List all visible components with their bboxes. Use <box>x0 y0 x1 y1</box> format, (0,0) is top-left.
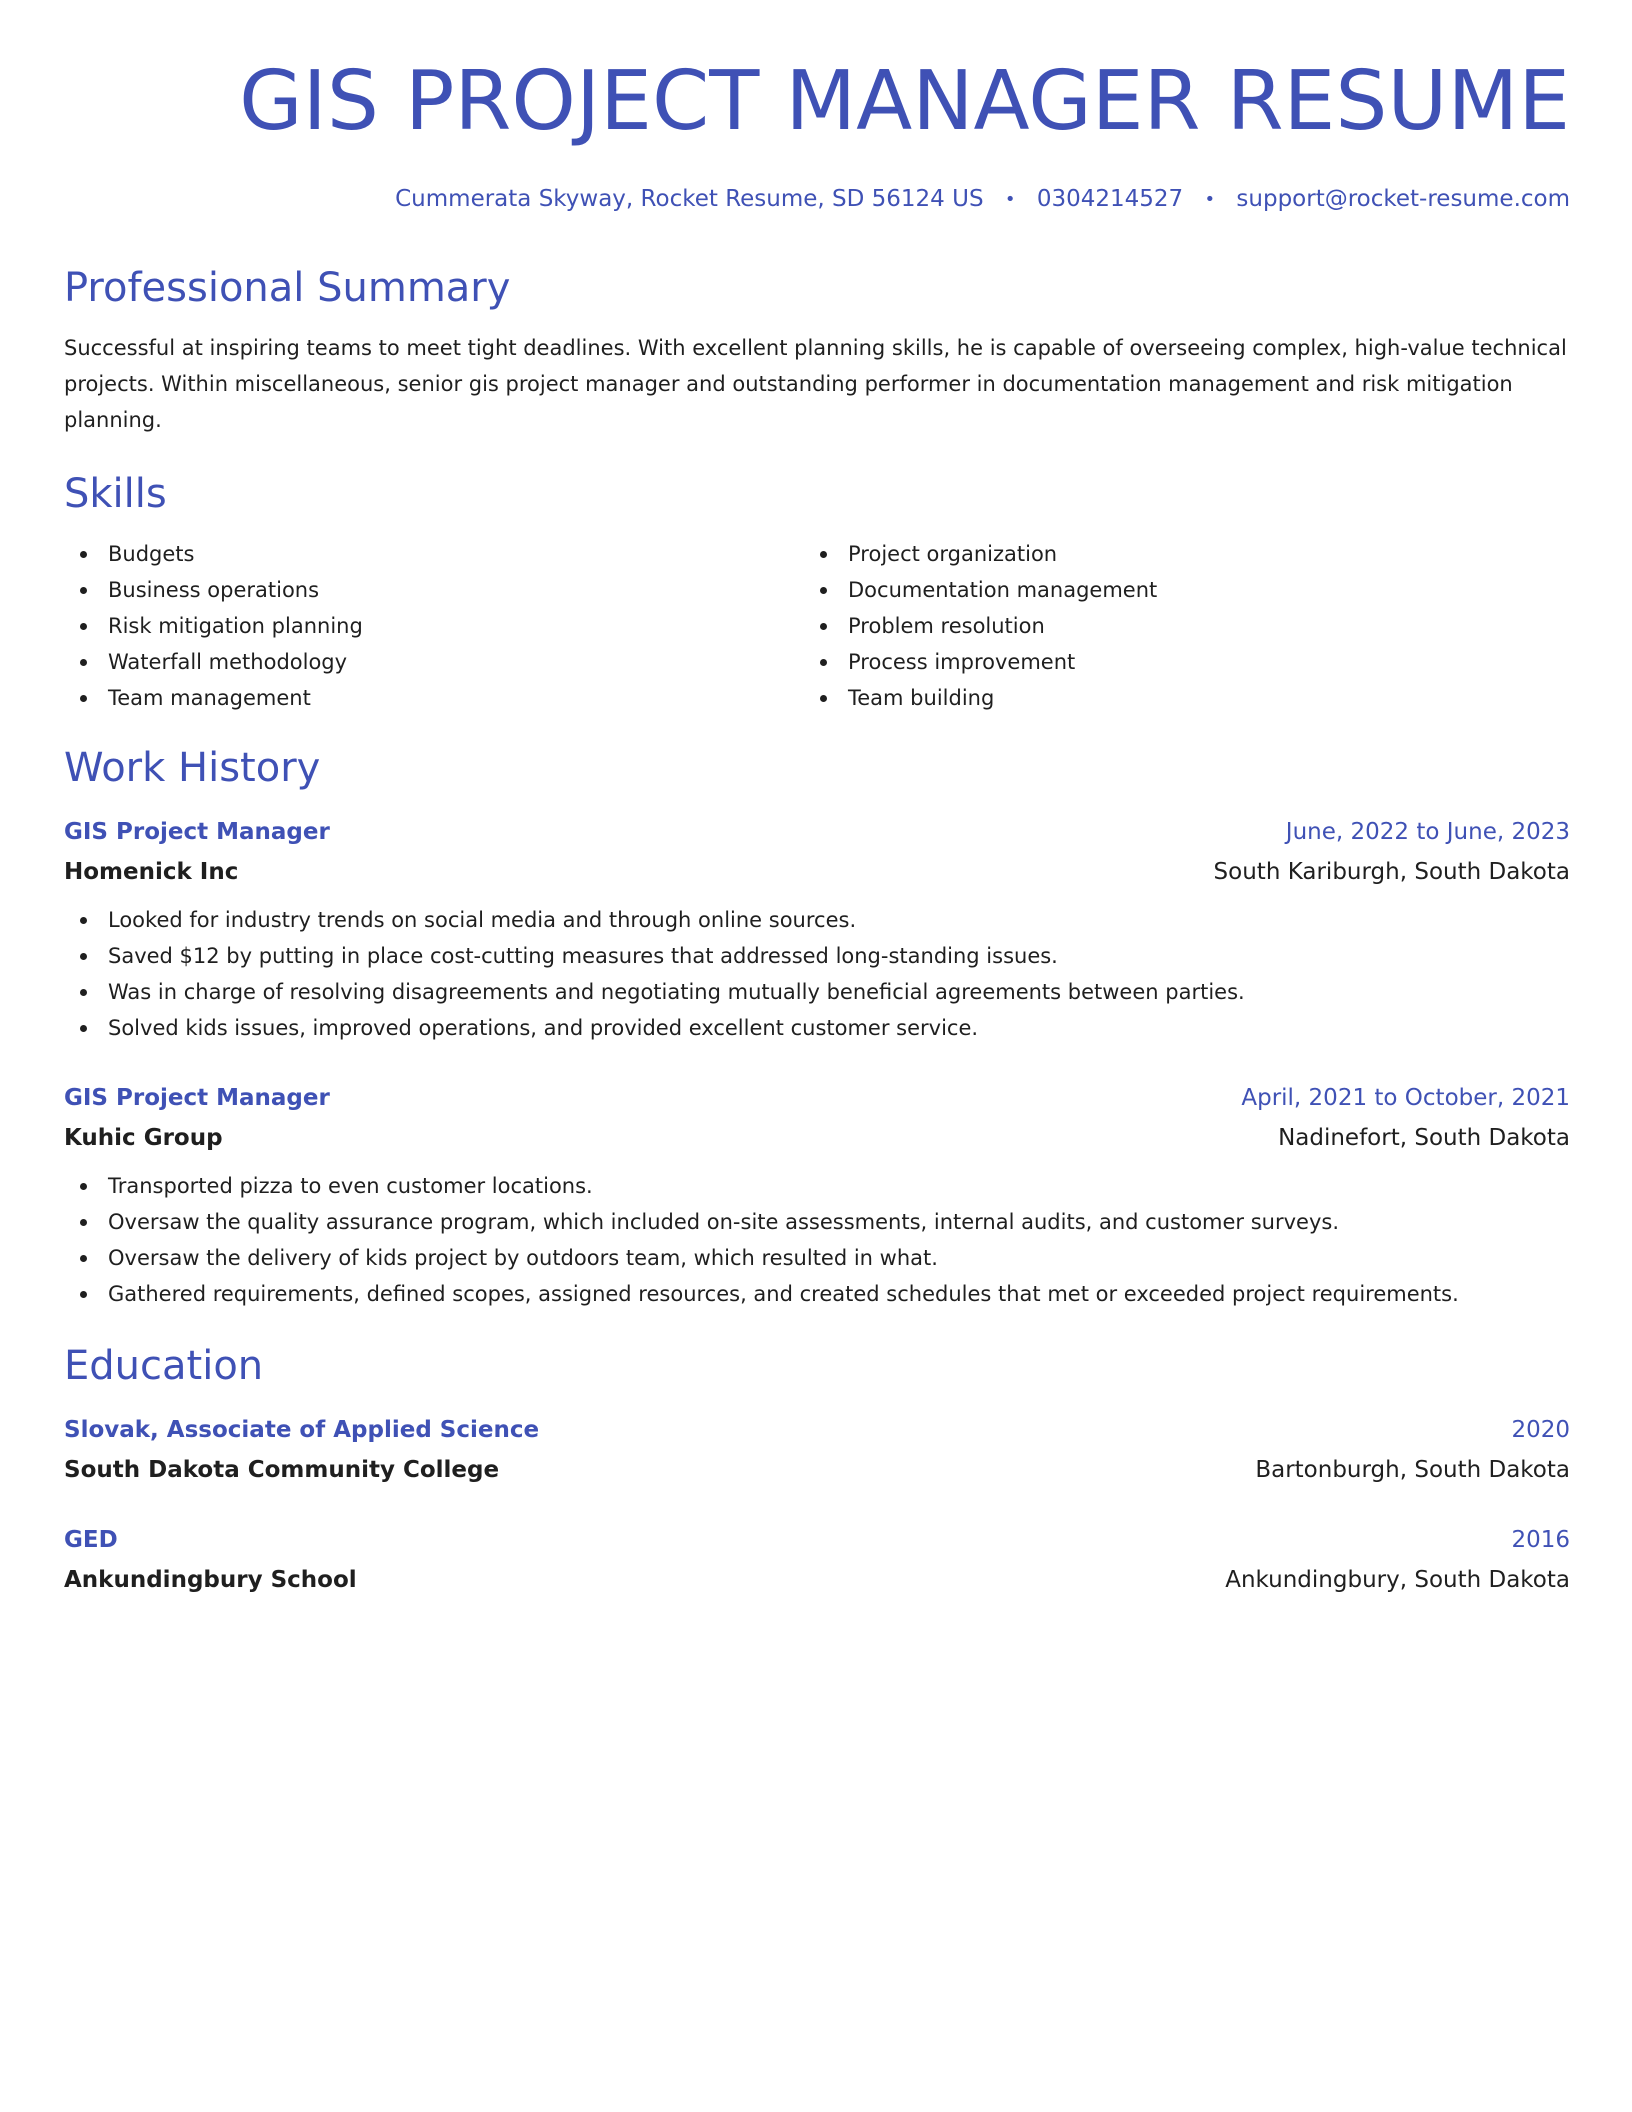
job-location: Nadinefort, South Dakota <box>1278 1125 1570 1151</box>
job-entry <box>64 1078 1570 1312</box>
skill-item: Risk mitigation planning <box>64 608 804 644</box>
summary-text: Successful at inspiring teams to meet tight deadlines. With excellent planning skills, he is capable of overseeing complex, high-value technical projects. Within miscellaneous, senior gis project manager and outstanding performer in documentation management and risk mitigation planning. <box>64 336 1567 432</box>
summary-section <box>64 262 1570 438</box>
contact-line <box>64 182 1570 216</box>
skill-item: Process improvement <box>804 644 1544 680</box>
contact-address: Cummerata Skyway, Rocket Resume, SD 56124 US <box>395 186 984 212</box>
job-company-row <box>64 1118 1570 1158</box>
education-school-row <box>64 1560 1570 1600</box>
job-company: Homenick Inc <box>64 859 239 885</box>
job-header-row <box>64 812 1570 852</box>
job-location: South Kariburgh, South Dakota <box>1213 859 1570 885</box>
skills-column-right <box>804 536 1544 716</box>
skills-section <box>64 468 1570 716</box>
education-heading: Education <box>64 1343 264 1389</box>
skill-item: Waterfall methodology <box>64 644 804 680</box>
job-entry <box>64 812 1570 1046</box>
summary-heading: Professional Summary <box>64 265 511 311</box>
education-location: Bartonburgh, South Dakota <box>1255 1457 1570 1483</box>
education-school: South Dakota Community College <box>64 1457 500 1483</box>
job-bullet: Solved kids issues, improved operations, and provided excellent customer service. <box>64 1010 1570 1046</box>
job-bullet: Looked for industry trends on social media and through online sources. <box>64 902 1570 938</box>
job-bullet: Transported pizza to even customer locations. <box>64 1168 1570 1204</box>
skills-grid <box>64 536 1570 716</box>
skill-item: Documentation management <box>804 572 1544 608</box>
job-bullets <box>64 1168 1570 1312</box>
education-header-row <box>64 1520 1570 1560</box>
education-header-row <box>64 1410 1570 1450</box>
job-company: Kuhic Group <box>64 1125 223 1151</box>
education-entry <box>64 1410 1570 1490</box>
work-history-section <box>64 742 1570 1312</box>
skill-item: Business operations <box>64 572 804 608</box>
work-history-heading: Work History <box>64 745 321 791</box>
job-bullet: Saved $12 by putting in place cost-cutting measures that addressed long-standing issues. <box>64 938 1570 974</box>
skill-item: Budgets <box>64 536 804 572</box>
education-year: 2016 <box>1511 1527 1570 1553</box>
education-entry <box>64 1520 1570 1600</box>
job-dates: June, 2022 to June, 2023 <box>1285 819 1570 845</box>
education-school: Ankundingbury School <box>64 1567 357 1593</box>
job-title: GIS Project Manager <box>64 819 330 845</box>
job-bullet: Oversaw the delivery of kids project by outdoors team, which resulted in what. <box>64 1240 1570 1276</box>
education-degree: Slovak, Associate of Applied Science <box>64 1417 540 1443</box>
education-school-row <box>64 1450 1570 1490</box>
education-section <box>64 1340 1570 1600</box>
skill-item: Problem resolution <box>804 608 1544 644</box>
skill-item: Team management <box>64 680 804 716</box>
education-location: Ankundingbury, South Dakota <box>1225 1567 1570 1593</box>
job-company-row <box>64 852 1570 892</box>
job-bullets <box>64 902 1570 1046</box>
resume-title: GIS PROJECT MANAGER RESUME <box>239 54 1570 149</box>
contact-separator: • <box>1004 188 1016 210</box>
education-year: 2020 <box>1511 1417 1570 1443</box>
skill-item: Team building <box>804 680 1544 716</box>
skills-column-left <box>64 536 804 716</box>
job-bullet: Oversaw the quality assurance program, which included on-site assessments, internal audits, and customer surveys. <box>64 1204 1570 1240</box>
contact-phone: 0304214527 <box>1036 186 1184 212</box>
skill-item: Project organization <box>804 536 1544 572</box>
job-header-row <box>64 1078 1570 1118</box>
job-title: GIS Project Manager <box>64 1085 330 1111</box>
contact-email: support@rocket-resume.com <box>1236 186 1570 212</box>
contact-separator: • <box>1204 188 1216 210</box>
skills-heading: Skills <box>64 471 167 517</box>
job-bullet: Was in charge of resolving disagreements and negotiating mutually beneficial agreements between parties. <box>64 974 1570 1010</box>
education-degree: GED <box>64 1527 118 1553</box>
job-dates: April, 2021 to October, 2021 <box>1241 1085 1570 1111</box>
job-bullet: Gathered requirements, defined scopes, assigned resources, and created schedules that met or exceeded project requirements. <box>64 1276 1570 1312</box>
